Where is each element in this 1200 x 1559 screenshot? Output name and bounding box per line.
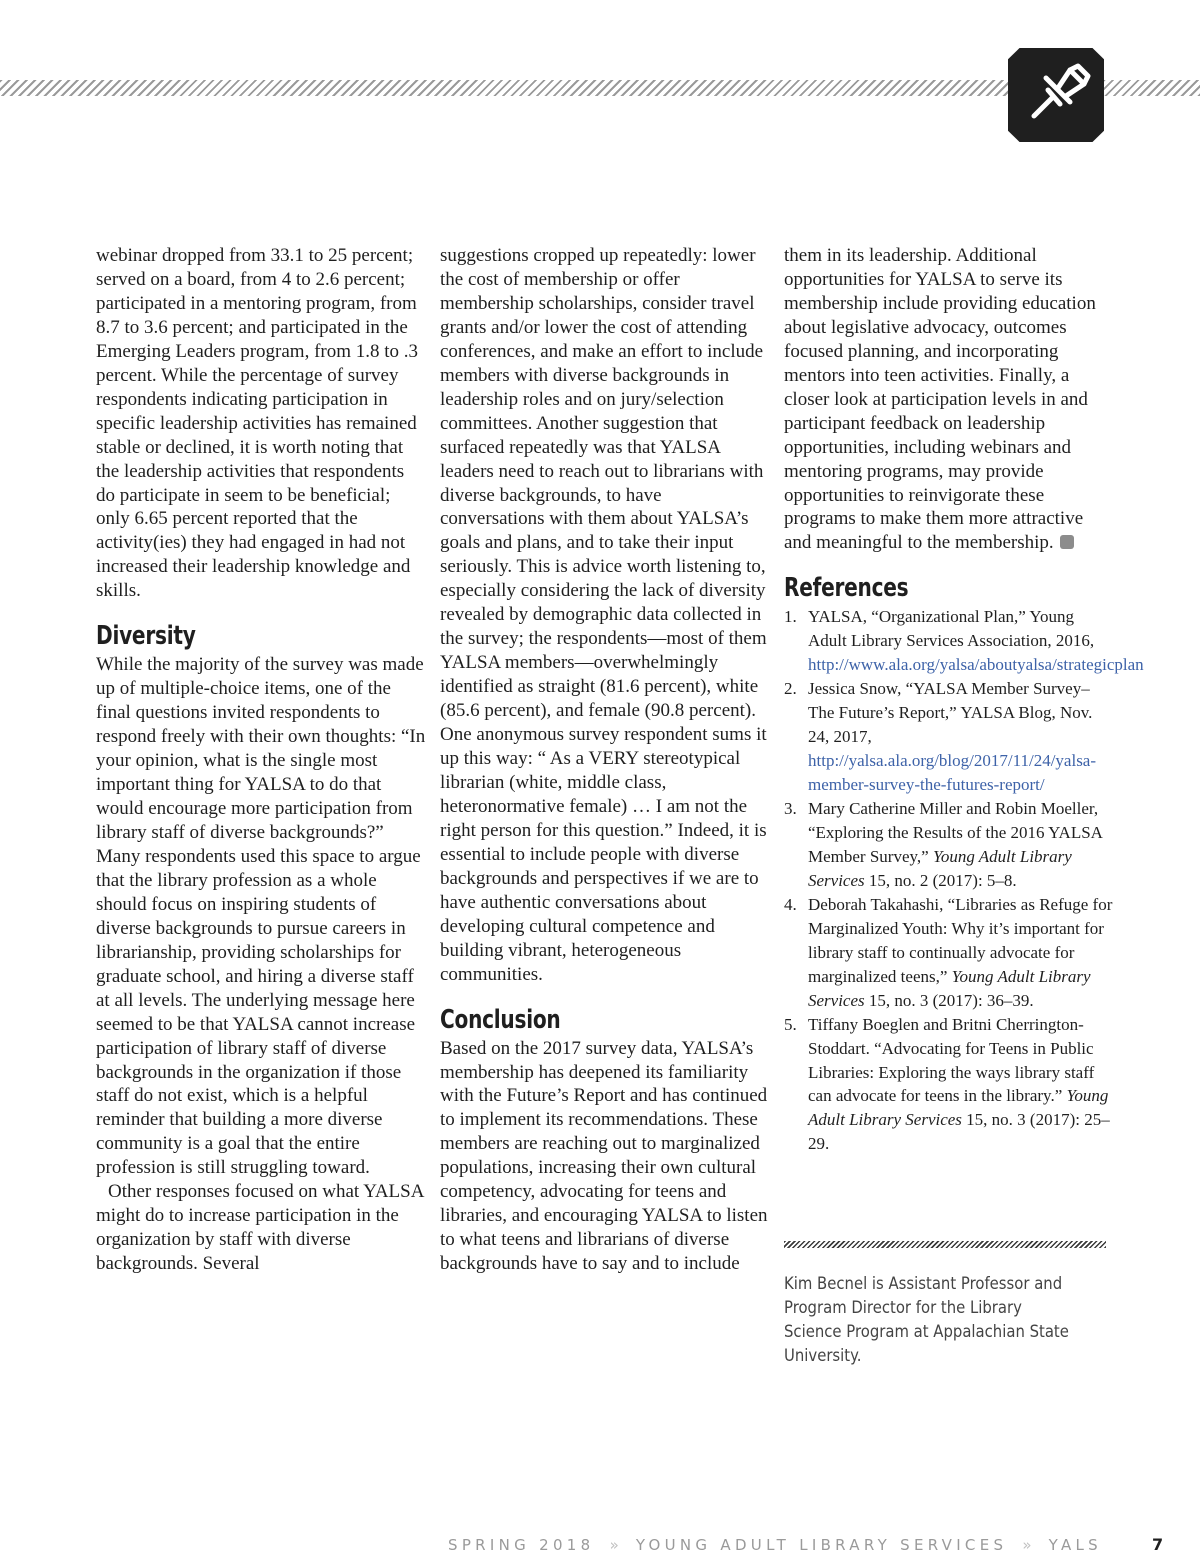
reference-item [784, 797, 1114, 893]
reference-number: 2. [784, 679, 797, 699]
bio-divider [784, 1241, 1106, 1248]
reference-journal: Young Adult Library Services [808, 966, 1091, 1010]
reference-item [784, 893, 1114, 1013]
footer-short-title: YALS [1048, 1536, 1102, 1554]
paragraph: Other responses focused on what YALSA might do to increase participation in the organization by staff with diverse backgrounds. Several [96, 1181, 424, 1275]
article-column-2 [440, 244, 770, 1276]
footer-season: SPRING 2018 [448, 1536, 595, 1554]
reference-journal: Young Adult Library Services [808, 846, 1072, 890]
section-badge [1008, 48, 1104, 142]
reference-item [784, 605, 1144, 677]
article-column-1 [96, 244, 426, 1276]
running-footer [448, 1536, 1102, 1554]
reference-citation: 15, no. 3 (2017): 25–29. [808, 1110, 1110, 1154]
reference-number: 5. [784, 1014, 797, 1034]
reference-number: 4. [784, 894, 797, 914]
reference-item [784, 677, 1114, 797]
reference-item [784, 1013, 1114, 1157]
references-list [784, 605, 1144, 1156]
paragraph [784, 244, 1114, 555]
reference-number: 3. [784, 799, 797, 819]
footer-journal: YOUNG ADULT LIBRARY SERVICES [635, 1536, 1008, 1554]
references-heading: References [784, 573, 909, 604]
paragraph: suggestions cropped up repeatedly: lower the cost of membership or offer membership scholarships, consider travel grants and/or lower the cost of attending conferences, and make an effort to include members with diverse backgrounds in leadership roles and on jury/selection committees. Another suggestion that surfaced repeatedly was that YALSA leaders need to reach out to librarians with diverse backgrounds, to have conversations with them about YALSA’s goals and plans, and to take their input seriously. This is advice worth listening to, especially considering the lack of diversity revealed by demographic data collected in the survey; the respondents—most of them YALSA members—overwhelmingly identified as straight (81.6 percent), white (85.6 percent), and female (90.8 percent). One anonymous survey respondent sums it up this way: “ As a VERY stereotypical librarian (white, middle class, heteronormative female) … I am not the right person for this question.” Indeed, it is essential to include people with diverse backgrounds and perspectives if we are to have authentic conversations about developing cultural competence and building vibrant, heterogeneous communities. [440, 245, 767, 985]
reference-link[interactable]: http://www.ala.org/yalsa/aboutyalsa/strategicplan [808, 655, 1144, 675]
reference-text: Deborah Takahashi, “Libraries as Refuge for Marginalized Youth: Why it’s important for library staff to continually advocate for marginalized teens,” [808, 894, 1113, 986]
paragraph-text: them in its leadership. Additional opportunities for YALSA to serve its membership include providing education about legislative advocacy, outcomes focused planning, and incorporating mentors into teen activities. Finally, a closer look at participation levels in and participant feedback on leadership opportunities, including webinars and mentoring programs, may provide opportunities to reinvigorate these programs to make them more attractive and meaningful to the membership. [784, 245, 1096, 554]
footer-separator: » [1022, 1536, 1034, 1554]
end-mark-icon [1060, 535, 1074, 549]
footer-separator: » [609, 1536, 621, 1554]
conclusion-heading: Conclusion [440, 1004, 561, 1035]
reference-text: Tiffany Boeglen and Britni Cherrington-Stoddart. “Advocating for Teens in Public Libraries: Exploring the ways library staff can advocate for teens in the library.” [808, 1014, 1095, 1106]
reference-number: 1. [784, 607, 797, 627]
reference-citation: 15, no. 2 (2017): 5–8. [868, 870, 1017, 890]
reference-journal: Young Adult Library Services [808, 1086, 1109, 1130]
diversity-heading: Diversity [96, 621, 196, 652]
reference-text: Jessica Snow, “YALSA Member Survey–The Future’s Report,” YALSA Blog, Nov. 24, 2017, [808, 679, 1093, 747]
author-bio: Kim Becnel is Assistant Professor and Program Director for the Library Science Program at Appalachian State University. [784, 1274, 1069, 1365]
paragraph: webinar dropped from 33.1 to 25 percent; served on a board, from 4 to 2.6 percent; participated in a mentoring program, from 8.7 to 3.6 percent; and participated in the Emerging Leaders program, from 1.8 to .3 percent. While the percentage of survey respondents indicating participation in specific leadership activities has remained stable or declined, it is worth noting that the leadership activities that respondents do participate in seem to be beneficial; only 6.65 percent reported that the activity(ies) they had engaged in had not increased their leadership knowledge and skills. [96, 245, 419, 602]
pushpin-icon [1008, 48, 1104, 142]
reference-text: YALSA, “Organizational Plan,” Young Adult Library Services Association, 2016, [808, 607, 1095, 651]
article-column-3 [784, 244, 1144, 1156]
reference-link[interactable]: http://yalsa.ala.org/blog/2017/11/24/yalsa-member-survey-the-futures-report/ [808, 751, 1097, 795]
page-number: 7 [1152, 1535, 1164, 1554]
paragraph: While the majority of the survey was made up of multiple-choice items, one of the final questions invited respondents to respond freely with their own thoughts: “In your opinion, what is the single most important thing for YALSA to do that would encourage more participation from library staff of diverse backgrounds?” Many respondents used this space to argue that the library profession as a whole should focus on inspiring students of diverse backgrounds to pursue careers in librarianship, providing scholarships for graduate school, and hiring a diverse staff at all levels. The underlying message here seemed to be that YALSA cannot increase participation of library staff of diverse backgrounds in the organization if those staff do not exist, which is a helpful reminder that building a more diverse community is a goal that the entire profession is still struggling toward. [96, 654, 426, 1179]
paragraph: Based on the 2017 survey data, YALSA’s membership has deepened its familiarity with the Future’s Report and has continued to implement its recommendations. These members are reaching out to marginalized populations, increasing their own cultural competency, advocating for teens and libraries, and encouraging YALSA to listen to what teens and librarians of diverse backgrounds have to say and to include [440, 1037, 768, 1275]
reference-text: Mary Catherine Miller and Robin Moeller, “Exploring the Results of the 2016 YALSA Member Survey,” [808, 799, 1103, 866]
reference-citation: 15, no. 3 (2017): 36–39. [868, 990, 1034, 1010]
